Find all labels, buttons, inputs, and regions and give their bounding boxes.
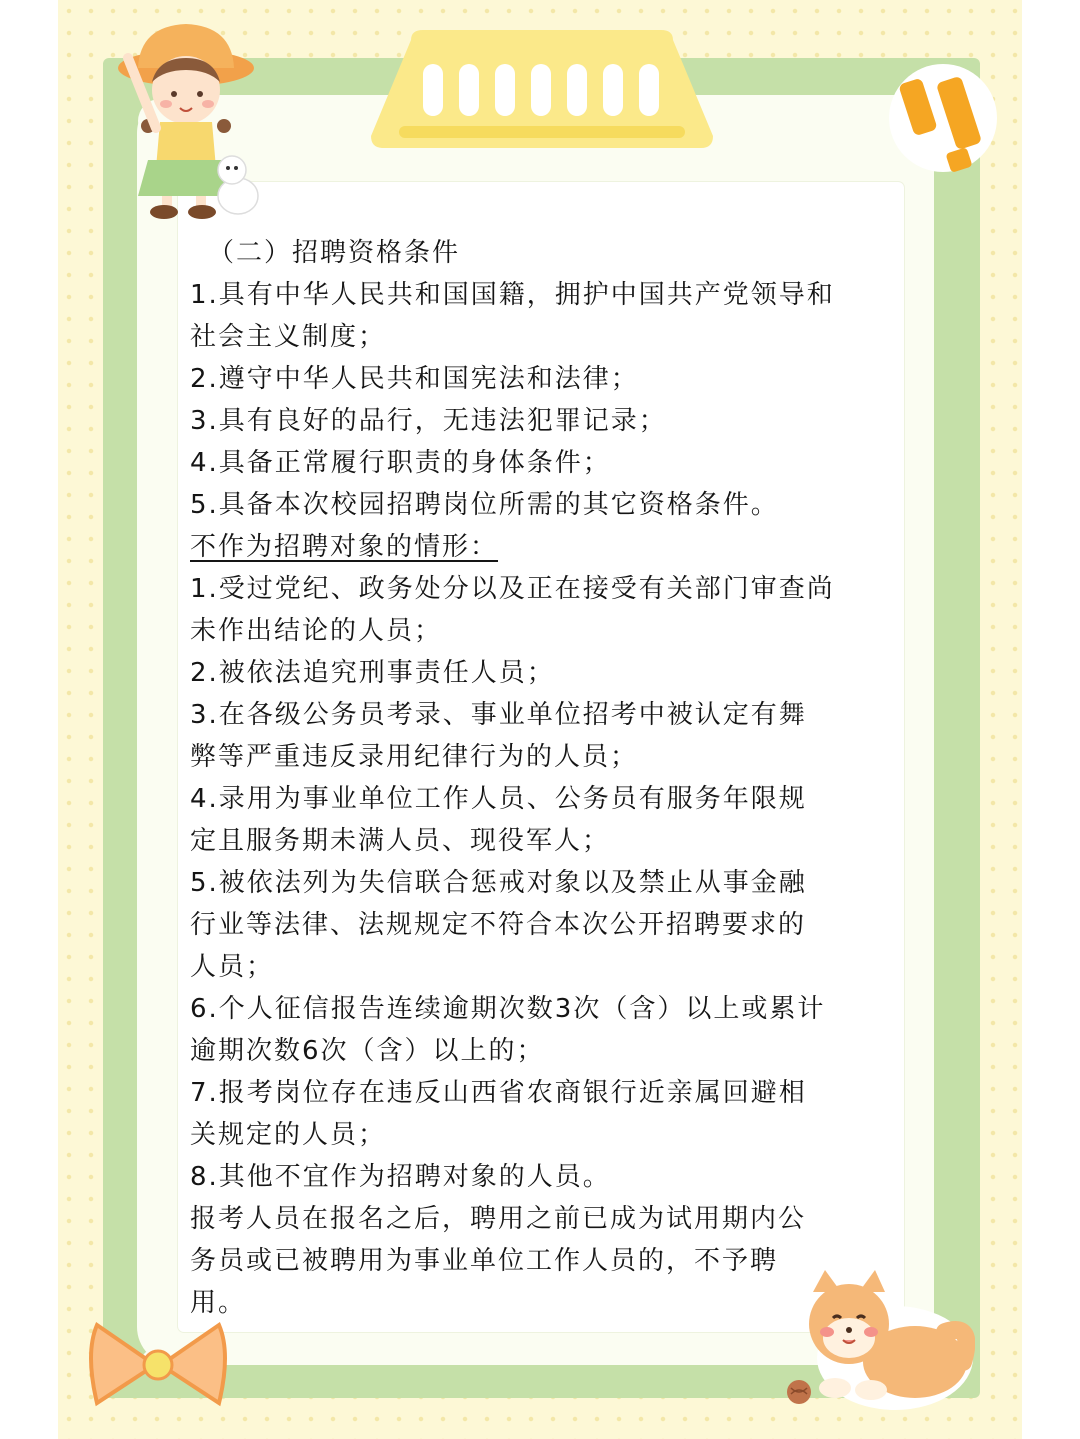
- text-line: 3.在各级公务员考录、事业单位招考中被认定有舞: [190, 700, 807, 730]
- text-line: 用。: [190, 1288, 247, 1318]
- text-line: 5.被依法列为失信联合惩戒对象以及禁止从事金融: [190, 868, 807, 898]
- subheading: 不作为招聘对象的情形：: [190, 532, 499, 562]
- text-line: 7.报考岗位存在违反山西省农商银行近亲属回避相: [190, 1078, 807, 1108]
- text-line: 4.具备正常履行职责的身体条件；: [190, 448, 611, 478]
- text-line: 1.受过党纪、政务处分以及正在接受有关部门审查尚: [190, 574, 835, 604]
- text-line: 未作出结论的人员；: [190, 616, 443, 646]
- right-scallop-edge: [898, 95, 938, 1365]
- text-line: 1.具有中华人民共和国国籍，拥护中国共产党领导和: [190, 280, 835, 310]
- top-banner: [371, 26, 713, 148]
- text-line: 逾期次数6次（含）以上的；: [190, 1036, 545, 1066]
- bow-ribbon-icon: [83, 1313, 233, 1419]
- section-title: （二）招聘资格条件: [208, 238, 461, 268]
- text-line: 8.其他不宜作为招聘对象的人员。: [190, 1162, 611, 1192]
- text-line: 报考人员在报名之后，聘用之前已成为试用期内公: [190, 1204, 807, 1234]
- text-line: 6.个人征信报告连续逾期次数3次（含）以上或累计: [190, 994, 826, 1024]
- text-line: 务员或已被聘用为事业单位工作人员的，不予聘: [190, 1246, 779, 1276]
- exclamation-marks-icon: [888, 48, 998, 188]
- text-line: 4.录用为事业单位工作人员、公务员有服务年限规: [190, 784, 807, 814]
- text-line: 行业等法律、法规规定不符合本次公开招聘要求的: [190, 910, 807, 940]
- text-line: 3.具有良好的品行，无违法犯罪记录；: [190, 406, 667, 436]
- text-line: 2.遵守中华人民共和国宪法和法律；: [190, 364, 639, 394]
- document-text: [190, 232, 880, 1324]
- text-line: 弊等严重违反录用纪律行为的人员；: [190, 742, 639, 772]
- text-line: 社会主义制度；: [190, 322, 387, 352]
- girl-with-puppy-illustration: [108, 18, 263, 223]
- text-line: 人员；: [190, 952, 275, 982]
- text-line: 2.被依法追究刑事责任人员；: [190, 658, 555, 688]
- text-line: 关规定的人员；: [190, 1120, 387, 1150]
- left-scallop-edge: [130, 95, 170, 1365]
- text-line: 5.具备本次校园招聘岗位所需的其它资格条件。: [190, 490, 779, 520]
- text-line: 定且服务期未满人员、现役军人；: [190, 826, 611, 856]
